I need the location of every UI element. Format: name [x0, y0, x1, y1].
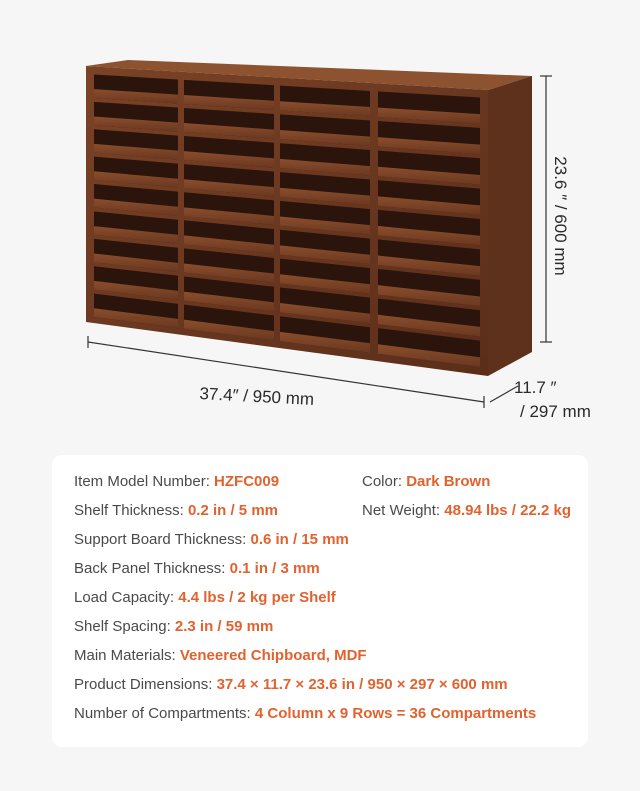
compartment-grid [94, 74, 480, 366]
spec-net-weight [362, 502, 571, 519]
spec-label: Color: [362, 473, 407, 490]
cabinet-side [488, 76, 532, 376]
spec-label: Item Model Number: [74, 473, 215, 490]
width-label: 37.4″ / 950 mm [199, 384, 315, 409]
spec-product-dimensions [74, 676, 508, 693]
spec-value: Dark Brown [406, 473, 491, 490]
spec-value: 0.1 in / 3 mm [229, 560, 320, 577]
spec-value: 37.4 × 11.7 × 23.6 in / 950 × 297 × 600 mm [216, 676, 508, 693]
spec-label: Net Weight: [362, 502, 445, 519]
spec-value: 48.94 lbs / 22.2 kg [444, 502, 572, 519]
spec-value: 2.3 in / 59 mm [174, 618, 274, 635]
spec-value: 4 Column x 9 Rows = 36 Compartments [254, 705, 537, 722]
spec-label: Shelf Spacing: [74, 618, 175, 635]
spec-value: Veneered Chipboard, MDF [179, 647, 367, 664]
spec-load-capacity [74, 589, 336, 606]
spec-label: Support Board Thickness: [74, 531, 251, 548]
spec-model [74, 473, 279, 490]
spec-value: 4.4 lbs / 2 kg per Shelf [178, 589, 336, 606]
spec-label: Load Capacity: [74, 589, 179, 606]
spec-materials [74, 647, 367, 664]
specification-card [52, 455, 588, 747]
spec-label: Main Materials: [74, 647, 180, 664]
spec-label: Number of Compartments: [74, 705, 255, 722]
spec-value: HZFC009 [214, 473, 280, 490]
spec-support-board [74, 531, 349, 548]
height-label: 23.6 ″ / 600 mm [551, 156, 570, 276]
spec-shelf-thickness [74, 502, 278, 519]
spec-value: 0.6 in / 15 mm [250, 531, 349, 548]
spec-value: 0.2 in / 5 mm [187, 502, 278, 519]
spec-label: Back Panel Thickness: [74, 560, 230, 577]
depth-label-inch: 11.7 ″ [514, 378, 557, 397]
depth-label-mm: / 297 mm [520, 402, 591, 421]
spec-label: Product Dimensions: [74, 676, 217, 693]
spec-color [362, 473, 490, 490]
spec-back-panel [74, 560, 320, 577]
spec-shelf-spacing [74, 618, 273, 635]
spec-label: Shelf Thickness: [74, 502, 188, 519]
spec-compartments [74, 705, 536, 722]
